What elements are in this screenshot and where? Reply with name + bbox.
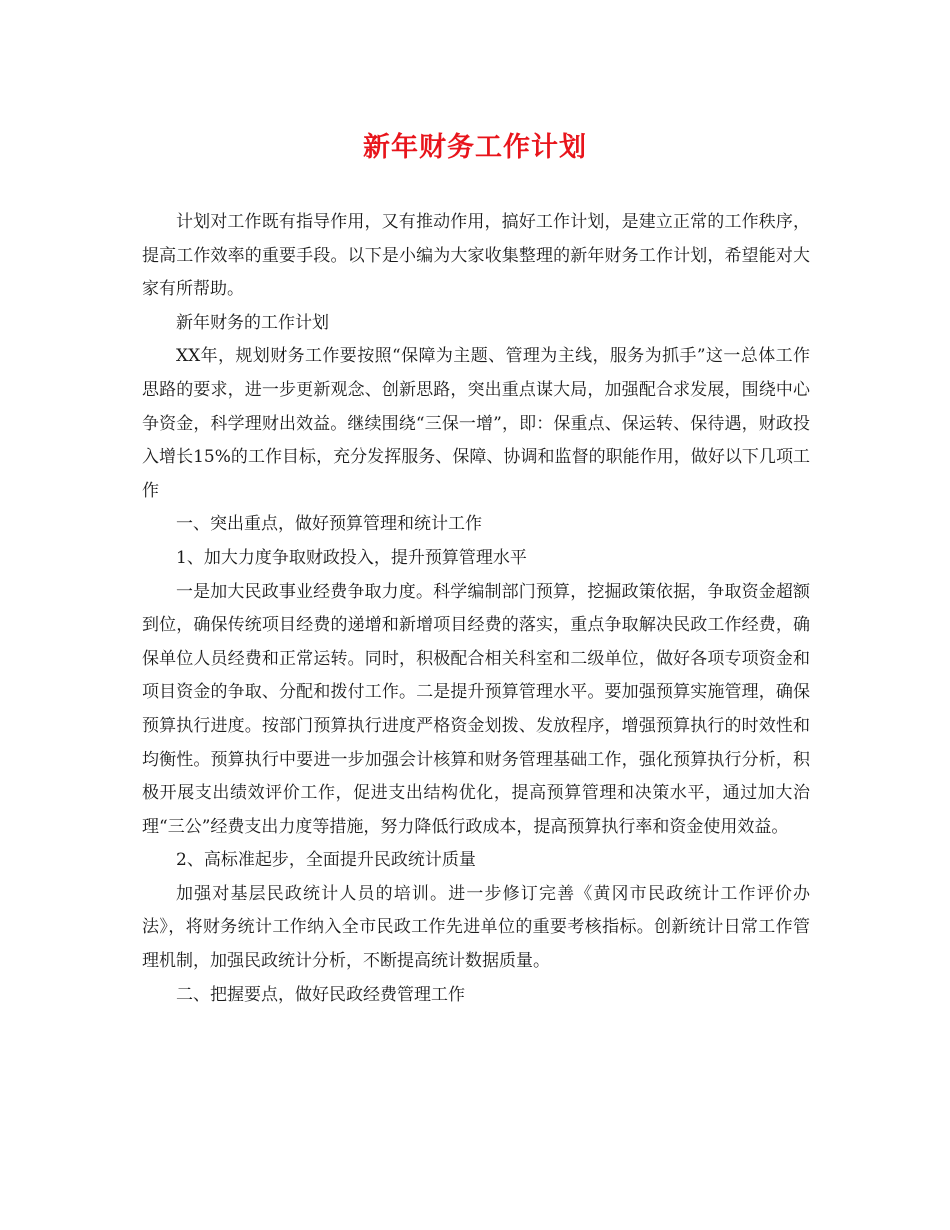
paragraph-intro: 计划对工作既有指导作用，又有推动作用，搞好工作计划，是建立正常的工作秩序，提高工作效率的重要手段。以下是小编为大家收集整理的新年财务工作计划，希望能对大家有所帮助。 [142, 212, 810, 300]
paragraph-overview: XX年，规划财务工作要按照“保障为主题、管理为主线，服务为抓手”这一总体工作思路的要求，进一步更新观念、创新思路，突出重点谋大局，加强配合求发展，围绕中心争资金，科学理财出效益。继续围绕“三保一增”，即：保重点、保运转、保待遇，财政投入增长15%的工作目标，充分发挥服务、保障、协调和监督的职能作用，做好以下几项工作 [142, 346, 810, 501]
paragraph-heading: 新年财务的工作计划 [176, 312, 329, 333]
subsection-heading-2: 2、高标准起步，全面提升民政统计质量 [176, 850, 476, 871]
paragraph-budget: 一是加大民政事业经费争取力度。科学编制部门预算，挖掘政策依据，争取资金超额到位，确保传统项目经费的递增和新增项目经费的落实，重点争取解决民政工作经费，确保单位人员经费和正常运转。同时，积极配合相关科室和二级单位，做好各项专项资金和项目资金的争取、分配和拨付工作。二是提升预算管理水平。要加强预算实施管理，确保预算执行进度。按部门预算执行进度严格资金划拨、发放程序，增强预算执行的时效性和均衡性。预算执行中要进一步加强会计核算和财务管理基础工作，强化预算执行分析，积极开展支出绩效评价工作，促进支出结构优化，提高预算管理和决策水平，通过加大治理“三公”经费支出力度等措施，努力降低行政成本，提高预算执行率和资金使用效益。 [142, 581, 810, 837]
section-heading-2: 二、把握要点，做好民政经费管理工作 [176, 984, 465, 1005]
section-heading-1: 一、突出重点，做好预算管理和统计工作 [176, 514, 482, 535]
paragraph-statistics: 加强对基层民政统计人员的培训。进一步修订完善《黄冈市民政统计工作评价办法》，将财务统计工作纳入全市民政工作先进单位的重要考核指标。创新统计日常工作管理机制，加强民政统计分析，不断提高统计数据质量。 [142, 883, 810, 972]
document-body [142, 206, 810, 1012]
subsection-heading-1: 1、加大力度争取财政投入，提升预算管理水平 [176, 547, 527, 568]
document-title: 新年财务工作计划 [363, 132, 587, 163]
